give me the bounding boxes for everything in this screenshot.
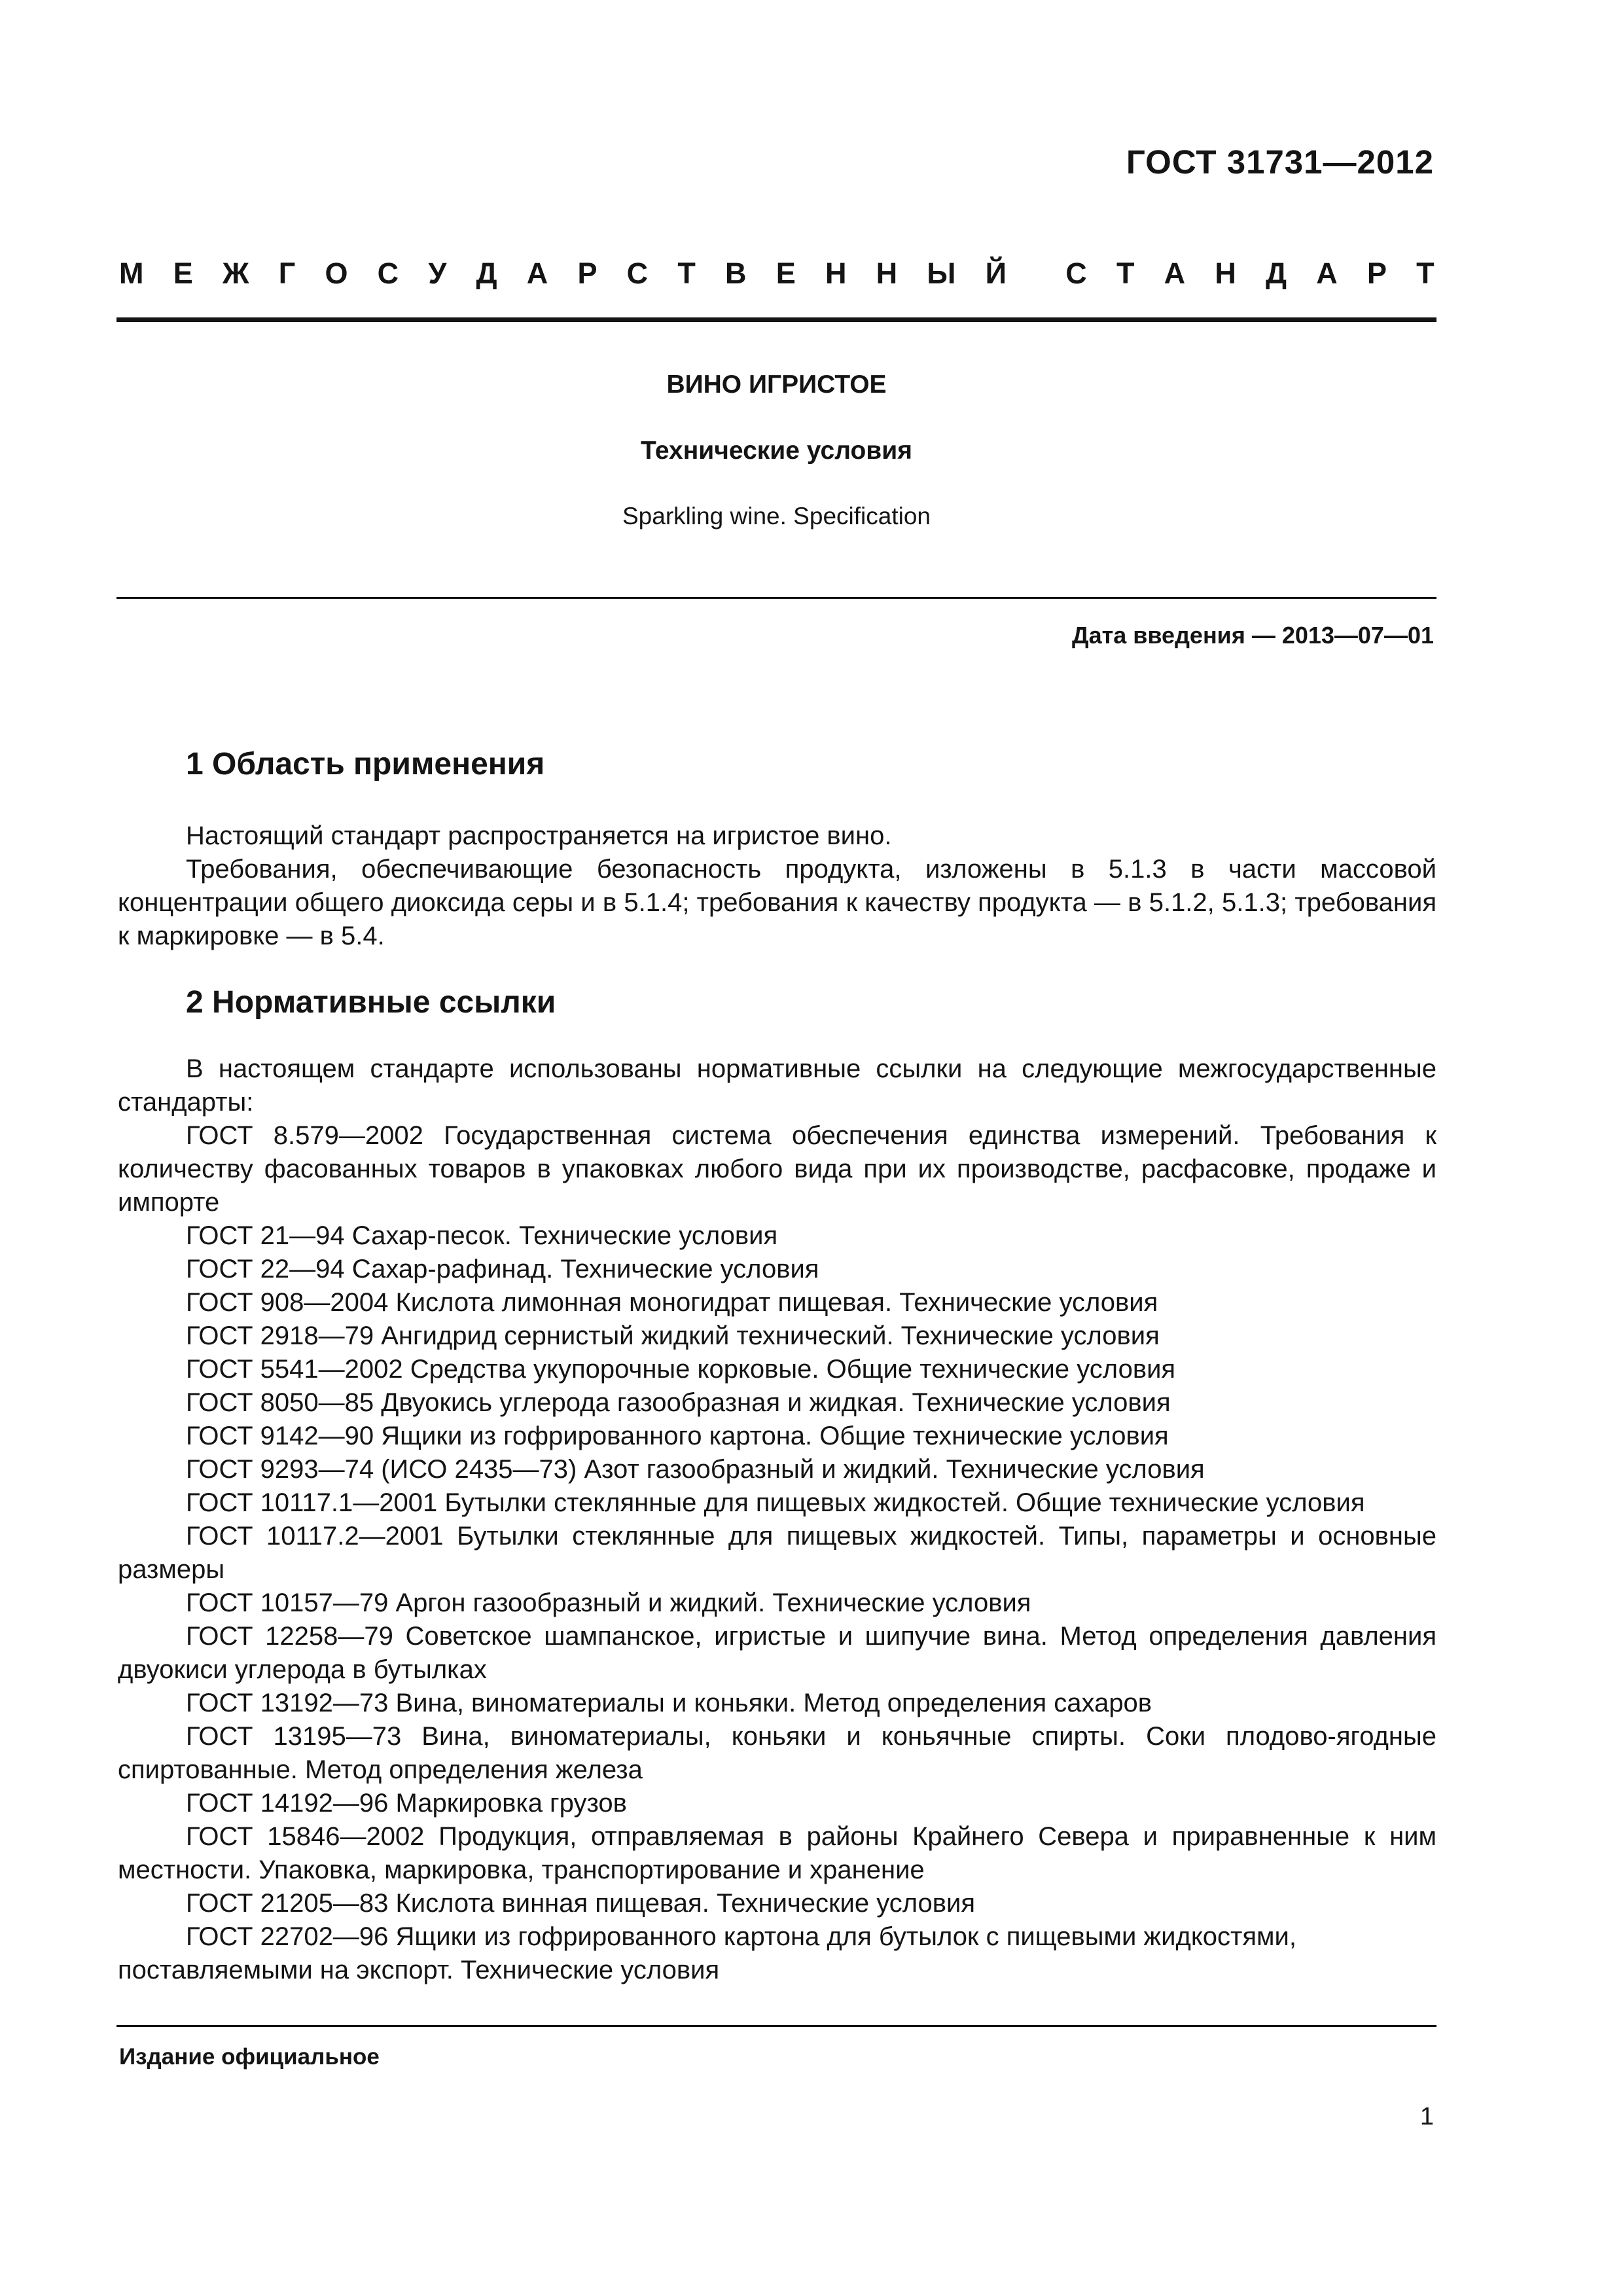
standard-type-letter: Р	[1366, 257, 1387, 290]
paragraph: Настоящий стандарт распространяется на игристое вино.	[186, 821, 892, 850]
paragraph: Требования, обеспечивающие безопасность продукта, изложены в 5.1.3 в части массовой концентрации общего диоксида серы и в 5.1.4; требования к качеству продукта — в 5.1.2, 5.1.3; требования к маркировке — в 5.4.	[118, 855, 1436, 950]
section-scope-body	[118, 819, 1436, 953]
reference-item: ГОСТ 10157—79 Аргон газообразный и жидкий. Технические условия	[186, 1588, 1031, 1617]
standard-type-letter: Н	[876, 257, 898, 290]
standard-type-letter: Й	[985, 257, 1007, 290]
page-number: 1	[1419, 2103, 1434, 2130]
standard-type-letter: Г	[278, 257, 296, 290]
reference-item: ГОСТ 2918—79 Ангидрид сернистый жидкий технический. Технические условия	[186, 1321, 1160, 1350]
standard-type-letter: А	[1316, 257, 1338, 290]
standard-type-letter: Т	[677, 257, 696, 290]
standard-type-letter: М	[119, 257, 144, 290]
standard-type-letter: У	[428, 257, 447, 290]
section-heading-references: 2 Нормативные ссылки	[186, 985, 556, 1020]
standard-type-letter: А	[1164, 257, 1186, 290]
standard-type-letter: Р	[577, 257, 597, 290]
section-references-body	[118, 1052, 1436, 1987]
reference-item: ГОСТ 9293—74 (ИСО 2435—73) Азот газообразный и жидкий. Технические условия	[186, 1455, 1205, 1484]
section-heading-scope: 1 Область применения	[186, 747, 545, 781]
standard-type-letter: Ы	[927, 257, 956, 290]
reference-item: ГОСТ 8.579—2002 Государственная система обеспечения единства измерений. Требования к количеству фасованных товаров в упаковках любого вида при их производстве, расфасовке, продаже и импорте	[118, 1121, 1436, 1217]
standard-type-letter: Т	[1116, 257, 1135, 290]
standard-type-letter: Ж	[222, 257, 249, 290]
standard-type-letter: Н	[825, 257, 847, 290]
standard-type-letter: В	[725, 257, 747, 290]
standard-type-letter: Д	[1266, 257, 1287, 290]
reference-item: ГОСТ 5541—2002 Средства укупорочные корковые. Общие технические условия	[186, 1355, 1176, 1384]
standard-type-letter: Е	[776, 257, 796, 290]
reference-item: ГОСТ 13192—73 Вина, виноматериалы и коньяки. Метод определения сахаров	[186, 1689, 1152, 1717]
document-subtitle: Технические условия	[640, 437, 912, 465]
reference-item: ГОСТ 22702—96 Ящики из гофрированного картона для бутылок с пищевыми жидкостями, поставляемыми на экспорт. Технические условия	[118, 1922, 1296, 1984]
reference-item: ГОСТ 8050—85 Двуокись углерода газообразная и жидкая. Технические условия	[186, 1388, 1171, 1417]
standard-type-letter: Д	[476, 257, 497, 290]
footer-divider	[116, 2025, 1436, 2027]
document-title: ВИНО ИГРИСТОЕ	[666, 370, 887, 399]
standard-type-letter: О	[325, 257, 348, 290]
reference-item: ГОСТ 9142—90 Ящики из гофрированного картона. Общие технические условия	[186, 1422, 1169, 1450]
reference-item: ГОСТ 15846—2002 Продукция, отправляемая в районы Крайнего Севера и приравненные к ним местности. Упаковка, маркировка, транспортирование и хранение	[118, 1822, 1436, 1884]
paragraph: В настоящем стандарте использованы нормативные ссылки на следующие межгосударственные стандарты:	[118, 1054, 1436, 1117]
standard-type-heading	[119, 257, 1435, 291]
reference-item: ГОСТ 10117.1—2001 Бутылки стеклянные для пищевых жидкостей. Общие технические условия	[186, 1488, 1365, 1517]
reference-item: ГОСТ 22—94 Сахар-рафинад. Технические условия	[186, 1255, 819, 1283]
header-divider	[116, 317, 1436, 322]
standard-type-letter: Е	[173, 257, 193, 290]
standard-type-letter: Т	[1416, 257, 1435, 290]
title-divider	[116, 597, 1436, 599]
reference-item: ГОСТ 908—2004 Кислота лимонная моногидрат пищевая. Технические условия	[186, 1288, 1158, 1317]
introduction-date: Дата введения — 2013—07—01	[1071, 622, 1434, 649]
standard-type-letter: С	[377, 257, 399, 290]
standard-type-letter: А	[526, 257, 548, 290]
standard-type-letter: Н	[1215, 257, 1236, 290]
reference-item: ГОСТ 21—94 Сахар-песок. Технические условия	[186, 1221, 778, 1250]
reference-item: ГОСТ 13195—73 Вина, виноматериалы, коньяки и коньячные спирты. Соки плодово-ягодные спиртованные. Метод определения железа	[118, 1722, 1436, 1784]
document-title-english: Sparkling wine. Specification	[622, 503, 931, 529]
reference-item: ГОСТ 21205—83 Кислота винная пищевая. Технические условия	[186, 1889, 976, 1918]
official-edition-label: Издание официальное	[119, 2044, 380, 2070]
standard-type-letter: С	[626, 257, 649, 290]
reference-item: ГОСТ 12258—79 Советское шампанское, игристые и шипучие вина. Метод определения давления двуокиси углерода в бутылках	[118, 1622, 1436, 1684]
reference-item: ГОСТ 14192—96 Маркировка грузов	[186, 1789, 627, 1818]
reference-item: ГОСТ 10117.2—2001 Бутылки стеклянные для пищевых жидкостей. Типы, параметры и основные размеры	[118, 1522, 1436, 1584]
standard-type-letter: С	[1065, 257, 1087, 290]
standard-code: ГОСТ 31731—2012	[1126, 143, 1434, 181]
